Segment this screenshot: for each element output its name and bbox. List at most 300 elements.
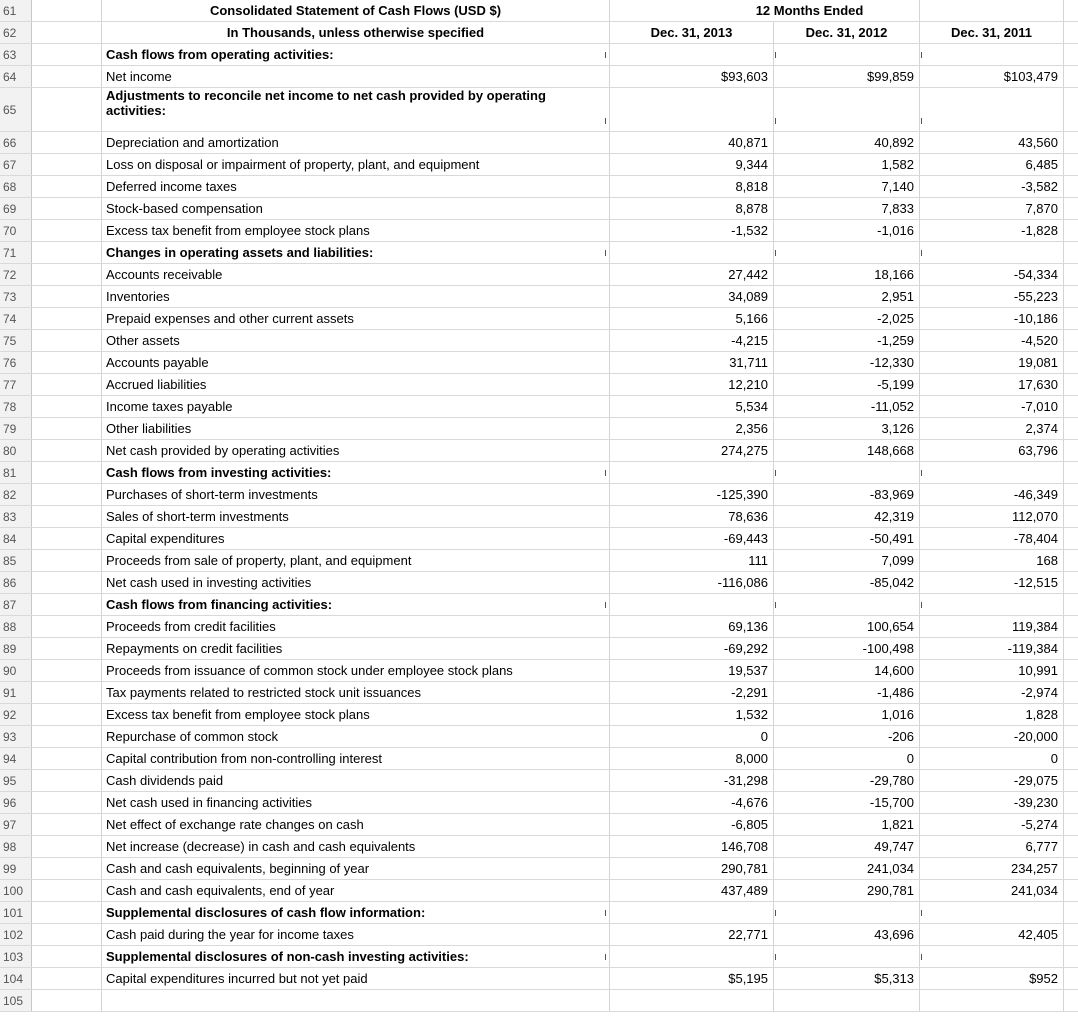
- value-2012[interactable]: 241,034: [774, 858, 920, 879]
- value-2012[interactable]: -12,330: [774, 352, 920, 373]
- cell[interactable]: [32, 0, 102, 21]
- row-number[interactable]: 61: [0, 0, 32, 21]
- cell[interactable]: [32, 572, 102, 593]
- row-number[interactable]: 98: [0, 836, 32, 857]
- value-2013[interactable]: [610, 462, 774, 483]
- value-2012[interactable]: 7,140: [774, 176, 920, 197]
- statement-title[interactable]: Consolidated Statement of Cash Flows (USD $): [102, 0, 610, 21]
- cell[interactable]: [32, 726, 102, 747]
- line-item-label[interactable]: Cash paid during the year for income taxes: [102, 924, 610, 945]
- value-2012[interactable]: 0: [774, 748, 920, 769]
- value-2012[interactable]: 1,821: [774, 814, 920, 835]
- value-2011[interactable]: 112,070: [920, 506, 1064, 527]
- value-2012[interactable]: -206: [774, 726, 920, 747]
- cell[interactable]: [32, 858, 102, 879]
- cell[interactable]: [1064, 198, 1078, 219]
- value-2011[interactable]: -55,223: [920, 286, 1064, 307]
- cell[interactable]: [1064, 484, 1078, 505]
- value-2013[interactable]: 1,532: [610, 704, 774, 725]
- line-item-label[interactable]: Inventories: [102, 286, 610, 307]
- cell[interactable]: [1064, 220, 1078, 241]
- value-2012[interactable]: 42,319: [774, 506, 920, 527]
- value-2013[interactable]: 290,781: [610, 858, 774, 879]
- cell[interactable]: [32, 550, 102, 571]
- value-2011[interactable]: -54,334: [920, 264, 1064, 285]
- value-2013[interactable]: 146,708: [610, 836, 774, 857]
- row-number[interactable]: 67: [0, 154, 32, 175]
- column-header-2013[interactable]: Dec. 31, 2013: [610, 22, 774, 43]
- value-2013[interactable]: [610, 594, 774, 615]
- line-item-label[interactable]: Accounts payable: [102, 352, 610, 373]
- row-number[interactable]: 75: [0, 330, 32, 351]
- value-2013[interactable]: 40,871: [610, 132, 774, 153]
- value-2011[interactable]: [920, 902, 1064, 923]
- cell[interactable]: [32, 528, 102, 549]
- cell[interactable]: [1064, 264, 1078, 285]
- value-2013[interactable]: 111: [610, 550, 774, 571]
- row-number[interactable]: 63: [0, 44, 32, 65]
- value-2011[interactable]: [920, 44, 1064, 65]
- row-number[interactable]: 103: [0, 946, 32, 967]
- row-number[interactable]: 102: [0, 924, 32, 945]
- cell[interactable]: [32, 264, 102, 285]
- cell[interactable]: [1064, 176, 1078, 197]
- cell[interactable]: [32, 88, 102, 131]
- line-item-label[interactable]: Cash and cash equivalents, beginning of year: [102, 858, 610, 879]
- value-2011[interactable]: 6,777: [920, 836, 1064, 857]
- row-number[interactable]: 95: [0, 770, 32, 791]
- value-2011[interactable]: -4,520: [920, 330, 1064, 351]
- row-number[interactable]: 93: [0, 726, 32, 747]
- value-2011[interactable]: [920, 990, 1064, 1011]
- row-number[interactable]: 65: [0, 88, 32, 131]
- cell[interactable]: [1064, 0, 1078, 21]
- value-2013[interactable]: -69,292: [610, 638, 774, 659]
- value-2011[interactable]: [920, 462, 1064, 483]
- cell[interactable]: [32, 924, 102, 945]
- row-number[interactable]: 105: [0, 990, 32, 1011]
- value-2013[interactable]: -125,390: [610, 484, 774, 505]
- cell[interactable]: [32, 748, 102, 769]
- cell[interactable]: [32, 616, 102, 637]
- value-2013[interactable]: 22,771: [610, 924, 774, 945]
- cell[interactable]: [1064, 308, 1078, 329]
- value-2013[interactable]: 8,818: [610, 176, 774, 197]
- cell[interactable]: [1064, 572, 1078, 593]
- value-2012[interactable]: 7,099: [774, 550, 920, 571]
- row-number[interactable]: 77: [0, 374, 32, 395]
- value-2011[interactable]: 17,630: [920, 374, 1064, 395]
- cell[interactable]: [1064, 594, 1078, 615]
- row-number[interactable]: 83: [0, 506, 32, 527]
- cell[interactable]: [1064, 374, 1078, 395]
- value-2013[interactable]: 27,442: [610, 264, 774, 285]
- cell[interactable]: [1064, 66, 1078, 87]
- cell[interactable]: [1064, 660, 1078, 681]
- value-2013[interactable]: -2,291: [610, 682, 774, 703]
- value-2011[interactable]: 19,081: [920, 352, 1064, 373]
- line-item-label[interactable]: Net cash provided by operating activities: [102, 440, 610, 461]
- section-heading[interactable]: Adjustments to reconcile net income to net cash provided by operating activities:: [102, 88, 610, 131]
- section-heading[interactable]: Changes in operating assets and liabilities:: [102, 242, 610, 263]
- line-item-label[interactable]: Capital expenditures: [102, 528, 610, 549]
- row-number[interactable]: 85: [0, 550, 32, 571]
- row-number[interactable]: 62: [0, 22, 32, 43]
- cell[interactable]: [32, 506, 102, 527]
- value-2012[interactable]: -1,259: [774, 330, 920, 351]
- cell[interactable]: [32, 22, 102, 43]
- cell[interactable]: [32, 638, 102, 659]
- row-number[interactable]: 80: [0, 440, 32, 461]
- line-item-label[interactable]: Net cash used in financing activities: [102, 792, 610, 813]
- value-2011[interactable]: -5,274: [920, 814, 1064, 835]
- column-header-2011[interactable]: Dec. 31, 2011: [920, 22, 1064, 43]
- row-number[interactable]: 91: [0, 682, 32, 703]
- value-2012[interactable]: 1,016: [774, 704, 920, 725]
- cell[interactable]: [32, 990, 102, 1011]
- cell[interactable]: [32, 132, 102, 153]
- value-2012[interactable]: -1,486: [774, 682, 920, 703]
- row-number[interactable]: 87: [0, 594, 32, 615]
- value-2012[interactable]: -15,700: [774, 792, 920, 813]
- value-2012[interactable]: -50,491: [774, 528, 920, 549]
- cell[interactable]: [32, 770, 102, 791]
- line-item-label[interactable]: Depreciation and amortization: [102, 132, 610, 153]
- value-2012[interactable]: [774, 88, 920, 131]
- cell[interactable]: [1064, 638, 1078, 659]
- period-group-header[interactable]: 12 Months Ended: [700, 0, 920, 21]
- row-number[interactable]: 97: [0, 814, 32, 835]
- value-2012[interactable]: 7,833: [774, 198, 920, 219]
- value-2013[interactable]: 34,089: [610, 286, 774, 307]
- value-2012[interactable]: 14,600: [774, 660, 920, 681]
- cell[interactable]: [32, 462, 102, 483]
- cell[interactable]: [1064, 396, 1078, 417]
- value-2013[interactable]: [610, 44, 774, 65]
- row-number[interactable]: 90: [0, 660, 32, 681]
- value-2012[interactable]: -85,042: [774, 572, 920, 593]
- row-number[interactable]: 69: [0, 198, 32, 219]
- cell[interactable]: [1064, 770, 1078, 791]
- cell[interactable]: [1064, 132, 1078, 153]
- line-item-label[interactable]: Proceeds from issuance of common stock under employee stock plans: [102, 660, 610, 681]
- cell[interactable]: [1064, 792, 1078, 813]
- cell[interactable]: [32, 814, 102, 835]
- cell[interactable]: [32, 286, 102, 307]
- line-item-label[interactable]: Net cash used in investing activities: [102, 572, 610, 593]
- line-item-label[interactable]: Net effect of exchange rate changes on cash: [102, 814, 610, 835]
- cell[interactable]: [32, 220, 102, 241]
- value-2013[interactable]: -69,443: [610, 528, 774, 549]
- cell[interactable]: [32, 946, 102, 967]
- value-2011[interactable]: -10,186: [920, 308, 1064, 329]
- value-2011[interactable]: -78,404: [920, 528, 1064, 549]
- value-2012[interactable]: 43,696: [774, 924, 920, 945]
- cell[interactable]: [32, 198, 102, 219]
- cell[interactable]: [32, 792, 102, 813]
- row-number[interactable]: 64: [0, 66, 32, 87]
- line-item-label[interactable]: Accounts receivable: [102, 264, 610, 285]
- value-2013[interactable]: 5,534: [610, 396, 774, 417]
- value-2011[interactable]: 168: [920, 550, 1064, 571]
- row-number[interactable]: 71: [0, 242, 32, 263]
- value-2011[interactable]: -3,582: [920, 176, 1064, 197]
- cell[interactable]: [32, 242, 102, 263]
- cell[interactable]: [1064, 330, 1078, 351]
- value-2011[interactable]: -2,974: [920, 682, 1064, 703]
- value-2012[interactable]: -5,199: [774, 374, 920, 395]
- cell[interactable]: [1064, 242, 1078, 263]
- value-2011[interactable]: [920, 946, 1064, 967]
- row-number[interactable]: 101: [0, 902, 32, 923]
- cell[interactable]: [32, 374, 102, 395]
- cell[interactable]: [32, 660, 102, 681]
- row-number[interactable]: 79: [0, 418, 32, 439]
- cell[interactable]: [1064, 726, 1078, 747]
- value-2012[interactable]: [774, 594, 920, 615]
- row-number[interactable]: 99: [0, 858, 32, 879]
- value-2011[interactable]: -46,349: [920, 484, 1064, 505]
- row-number[interactable]: 84: [0, 528, 32, 549]
- value-2011[interactable]: -119,384: [920, 638, 1064, 659]
- value-2012[interactable]: 290,781: [774, 880, 920, 901]
- value-2012[interactable]: $5,313: [774, 968, 920, 989]
- value-2013[interactable]: $93,603: [610, 66, 774, 87]
- line-item-label[interactable]: Cash and cash equivalents, end of year: [102, 880, 610, 901]
- value-2013[interactable]: 8,000: [610, 748, 774, 769]
- column-header-2012[interactable]: Dec. 31, 2012: [774, 22, 920, 43]
- value-2012[interactable]: $99,859: [774, 66, 920, 87]
- value-2013[interactable]: 12,210: [610, 374, 774, 395]
- line-item-label[interactable]: Repayments on credit facilities: [102, 638, 610, 659]
- line-item-label[interactable]: Sales of short-term investments: [102, 506, 610, 527]
- cell[interactable]: [32, 902, 102, 923]
- value-2012[interactable]: 40,892: [774, 132, 920, 153]
- value-2012[interactable]: 1,582: [774, 154, 920, 175]
- section-heading[interactable]: Supplemental disclosures of cash flow information:: [102, 902, 610, 923]
- cell[interactable]: [1064, 990, 1078, 1011]
- cell[interactable]: [1064, 836, 1078, 857]
- cell[interactable]: [32, 440, 102, 461]
- value-2012[interactable]: 49,747: [774, 836, 920, 857]
- value-2013[interactable]: 19,537: [610, 660, 774, 681]
- cell[interactable]: [32, 396, 102, 417]
- line-item-label[interactable]: Purchases of short-term investments: [102, 484, 610, 505]
- value-2012[interactable]: [774, 242, 920, 263]
- value-2013[interactable]: -116,086: [610, 572, 774, 593]
- value-2013[interactable]: 78,636: [610, 506, 774, 527]
- line-item-label[interactable]: Excess tax benefit from employee stock plans: [102, 220, 610, 241]
- cell[interactable]: [32, 682, 102, 703]
- value-2011[interactable]: 2,374: [920, 418, 1064, 439]
- value-2013[interactable]: [610, 242, 774, 263]
- row-number[interactable]: 68: [0, 176, 32, 197]
- row-number[interactable]: 89: [0, 638, 32, 659]
- cell[interactable]: [1064, 418, 1078, 439]
- section-heading[interactable]: Cash flows from investing activities:: [102, 462, 610, 483]
- cell[interactable]: [1064, 286, 1078, 307]
- line-item-label[interactable]: Income taxes payable: [102, 396, 610, 417]
- cell[interactable]: [32, 66, 102, 87]
- cell[interactable]: [1064, 704, 1078, 725]
- cell[interactable]: [1064, 550, 1078, 571]
- value-2013[interactable]: [610, 88, 774, 131]
- row-number[interactable]: 94: [0, 748, 32, 769]
- value-2013[interactable]: -4,215: [610, 330, 774, 351]
- value-2013[interactable]: 9,344: [610, 154, 774, 175]
- value-2011[interactable]: 10,991: [920, 660, 1064, 681]
- value-2012[interactable]: 100,654: [774, 616, 920, 637]
- cell[interactable]: [32, 968, 102, 989]
- value-2011[interactable]: -20,000: [920, 726, 1064, 747]
- cell[interactable]: [1064, 880, 1078, 901]
- row-number[interactable]: 92: [0, 704, 32, 725]
- cell[interactable]: [1064, 968, 1078, 989]
- section-heading[interactable]: Cash flows from operating activities:: [102, 44, 610, 65]
- value-2013[interactable]: 8,878: [610, 198, 774, 219]
- value-2013[interactable]: 31,711: [610, 352, 774, 373]
- line-item-label[interactable]: Prepaid expenses and other current assets: [102, 308, 610, 329]
- cell[interactable]: [1064, 462, 1078, 483]
- cell[interactable]: [32, 44, 102, 65]
- value-2011[interactable]: -7,010: [920, 396, 1064, 417]
- row-number[interactable]: 100: [0, 880, 32, 901]
- line-item-label[interactable]: Loss on disposal or impairment of property, plant, and equipment: [102, 154, 610, 175]
- cell[interactable]: [1064, 616, 1078, 637]
- row-number[interactable]: 66: [0, 132, 32, 153]
- value-2011[interactable]: 1,828: [920, 704, 1064, 725]
- cell[interactable]: [1064, 506, 1078, 527]
- cell[interactable]: [32, 836, 102, 857]
- line-item-label[interactable]: Cash dividends paid: [102, 770, 610, 791]
- value-2012[interactable]: 148,668: [774, 440, 920, 461]
- value-2012[interactable]: -100,498: [774, 638, 920, 659]
- value-2011[interactable]: 119,384: [920, 616, 1064, 637]
- row-number[interactable]: 88: [0, 616, 32, 637]
- value-2013[interactable]: -31,298: [610, 770, 774, 791]
- value-2013[interactable]: $5,195: [610, 968, 774, 989]
- row-number[interactable]: 81: [0, 462, 32, 483]
- section-heading[interactable]: Cash flows from financing activities:: [102, 594, 610, 615]
- value-2011[interactable]: $103,479: [920, 66, 1064, 87]
- line-item-label[interactable]: Excess tax benefit from employee stock plans: [102, 704, 610, 725]
- row-number[interactable]: 76: [0, 352, 32, 373]
- line-item-label[interactable]: Stock-based compensation: [102, 198, 610, 219]
- value-2011[interactable]: $952: [920, 968, 1064, 989]
- value-2012[interactable]: [774, 990, 920, 1011]
- value-2011[interactable]: [920, 594, 1064, 615]
- value-2013[interactable]: [610, 902, 774, 923]
- row-number[interactable]: 104: [0, 968, 32, 989]
- statement-subtitle[interactable]: In Thousands, unless otherwise specified: [102, 22, 610, 43]
- value-2012[interactable]: -2,025: [774, 308, 920, 329]
- cell[interactable]: [1064, 858, 1078, 879]
- value-2011[interactable]: 0: [920, 748, 1064, 769]
- cell[interactable]: [32, 880, 102, 901]
- cell[interactable]: [1064, 22, 1078, 43]
- row-number[interactable]: 73: [0, 286, 32, 307]
- value-2012[interactable]: [774, 946, 920, 967]
- value-2012[interactable]: [774, 462, 920, 483]
- cell[interactable]: [32, 704, 102, 725]
- value-2013[interactable]: -6,805: [610, 814, 774, 835]
- row-number[interactable]: 86: [0, 572, 32, 593]
- value-2013[interactable]: 5,166: [610, 308, 774, 329]
- row-number[interactable]: 82: [0, 484, 32, 505]
- value-2012[interactable]: -11,052: [774, 396, 920, 417]
- cell[interactable]: [1064, 154, 1078, 175]
- value-2013[interactable]: 437,489: [610, 880, 774, 901]
- value-2012[interactable]: -29,780: [774, 770, 920, 791]
- cell[interactable]: [32, 484, 102, 505]
- cell[interactable]: [32, 594, 102, 615]
- row-number[interactable]: 78: [0, 396, 32, 417]
- value-2011[interactable]: 241,034: [920, 880, 1064, 901]
- value-2011[interactable]: -39,230: [920, 792, 1064, 813]
- value-2012[interactable]: [774, 902, 920, 923]
- line-item-label[interactable]: Other liabilities: [102, 418, 610, 439]
- line-item-label[interactable]: Repurchase of common stock: [102, 726, 610, 747]
- value-2012[interactable]: -83,969: [774, 484, 920, 505]
- value-2011[interactable]: -1,828: [920, 220, 1064, 241]
- line-item-label[interactable]: Capital contribution from non-controlling interest: [102, 748, 610, 769]
- value-2011[interactable]: 63,796: [920, 440, 1064, 461]
- cell[interactable]: [32, 418, 102, 439]
- cell[interactable]: [32, 330, 102, 351]
- value-2011[interactable]: -29,075: [920, 770, 1064, 791]
- row-number[interactable]: 72: [0, 264, 32, 285]
- value-2013[interactable]: 274,275: [610, 440, 774, 461]
- value-2011[interactable]: [920, 242, 1064, 263]
- value-2012[interactable]: 18,166: [774, 264, 920, 285]
- value-2013[interactable]: -1,532: [610, 220, 774, 241]
- section-heading[interactable]: Supplemental disclosures of non-cash investing activities:: [102, 946, 610, 967]
- row-number[interactable]: 70: [0, 220, 32, 241]
- row-number[interactable]: 96: [0, 792, 32, 813]
- line-item-label[interactable]: Proceeds from sale of property, plant, and equipment: [102, 550, 610, 571]
- value-2011[interactable]: 43,560: [920, 132, 1064, 153]
- line-item-label[interactable]: Net increase (decrease) in cash and cash equivalents: [102, 836, 610, 857]
- line-item-label[interactable]: Tax payments related to restricted stock unit issuances: [102, 682, 610, 703]
- cell[interactable]: [920, 0, 1064, 21]
- value-2011[interactable]: [920, 88, 1064, 131]
- cell[interactable]: [32, 308, 102, 329]
- cell[interactable]: [1064, 748, 1078, 769]
- cell[interactable]: [32, 352, 102, 373]
- cell[interactable]: [1064, 528, 1078, 549]
- row-number[interactable]: 74: [0, 308, 32, 329]
- value-2013[interactable]: 69,136: [610, 616, 774, 637]
- value-2011[interactable]: 42,405: [920, 924, 1064, 945]
- line-item-label[interactable]: Proceeds from credit facilities: [102, 616, 610, 637]
- cell[interactable]: [1064, 946, 1078, 967]
- cell[interactable]: [1064, 352, 1078, 373]
- cell[interactable]: [32, 176, 102, 197]
- value-2012[interactable]: 3,126: [774, 418, 920, 439]
- cell[interactable]: [1064, 44, 1078, 65]
- cell[interactable]: [1064, 902, 1078, 923]
- cell[interactable]: [1064, 814, 1078, 835]
- line-item-label[interactable]: [102, 990, 610, 1011]
- cell[interactable]: [1064, 682, 1078, 703]
- line-item-label[interactable]: Capital expenditures incurred but not yet paid: [102, 968, 610, 989]
- value-2012[interactable]: -1,016: [774, 220, 920, 241]
- cell[interactable]: [1064, 440, 1078, 461]
- line-item-label[interactable]: Net income: [102, 66, 610, 87]
- value-2011[interactable]: 234,257: [920, 858, 1064, 879]
- value-2012[interactable]: 2,951: [774, 286, 920, 307]
- value-2013[interactable]: 2,356: [610, 418, 774, 439]
